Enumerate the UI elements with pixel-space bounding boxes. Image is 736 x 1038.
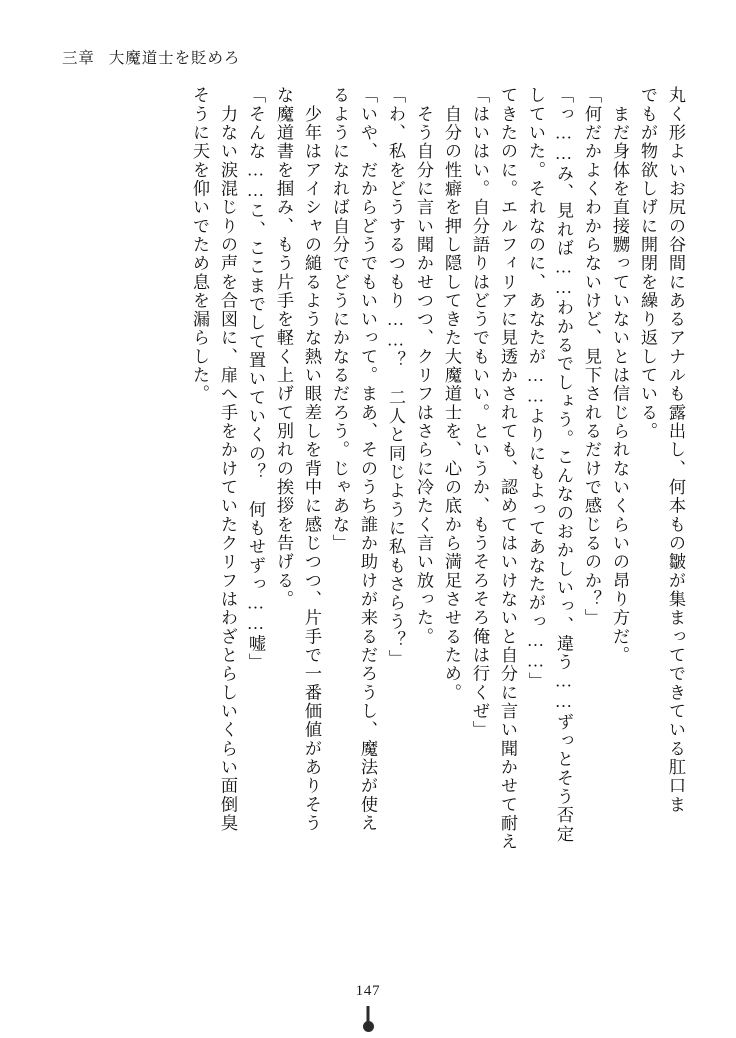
text-column: 力ない涙混じりの声を合図に、扉へ手をかけていたクリフはわざとらしいくらい面倒臭 bbox=[218, 86, 237, 833]
page-number: 147 bbox=[355, 983, 381, 999]
text-column: 「わ、私をどうするつもり……？ 二人と同じように私もさらう？」 bbox=[386, 86, 405, 669]
chapter-number: 三章 bbox=[62, 50, 95, 67]
chapter-title: 大魔道士を貶めろ bbox=[108, 50, 241, 67]
text-column: 丸く形よいお尻の谷間にあるアナルも露出し、何本もの皺が集まってできている肛口ま bbox=[666, 86, 685, 814]
text-column: 「そんな……こ、ここまでして置いていくの？ 何もせずっ……嘘」 bbox=[246, 86, 265, 672]
text-column: 「何だかよくわからないけど、見下されるだけで感じるのか？」 bbox=[582, 86, 601, 628]
text-column: 自分の性癖を押し隠してきた大魔道士を、心の底から満足させるため。 bbox=[442, 86, 461, 702]
running-header bbox=[62, 46, 240, 68]
text-column: てきたのに。エルフィリアに見透かされても、認めてはいけないと自分に言い聞かせて耐え bbox=[498, 86, 517, 852]
page-tail-ornament bbox=[367, 1006, 370, 1028]
text-column: でもが物欲しげに開閉を繰り返している。 bbox=[638, 86, 657, 441]
text-column: 「っ……み、見れば……わかるでしょう。こんなのおかしいっ、違う……ずっとそう否定 bbox=[554, 86, 573, 844]
text-column: そう自分に言い聞かせつつ、クリフはさらに冷たく言い放った。 bbox=[414, 86, 433, 646]
text-column: 少年はアイシャの縋るような熱い眼差しを背中に感じつつ、片手で一番価値がありそう bbox=[302, 86, 321, 833]
text-column: そうに天を仰いでため息を漏らした。 bbox=[190, 86, 209, 404]
vertical-body-text bbox=[58, 86, 684, 946]
text-column: な魔道書を掴み、もう片手を軽く上げて別れの挨拶を告げる。 bbox=[274, 86, 293, 609]
text-column: まだ身体を直接嬲っていないとは信じられないくらいの昂り方だ。 bbox=[610, 86, 629, 665]
text-column: 「いや、だからどうでもいいって。まあ、そのうち誰か助けが来るだろうし、魔法が使え bbox=[358, 86, 377, 833]
text-column: 「はいはい。自分語りはどうでもいい。というか、もうそろそろ俺は行くぜ」 bbox=[470, 86, 489, 740]
text-column: していた。それなのに、あなたが……よりにもよってあなたがっ……」 bbox=[526, 86, 545, 691]
text-column: るようになれば自分でどうにかなるだろう。じゃあな」 bbox=[330, 86, 349, 553]
